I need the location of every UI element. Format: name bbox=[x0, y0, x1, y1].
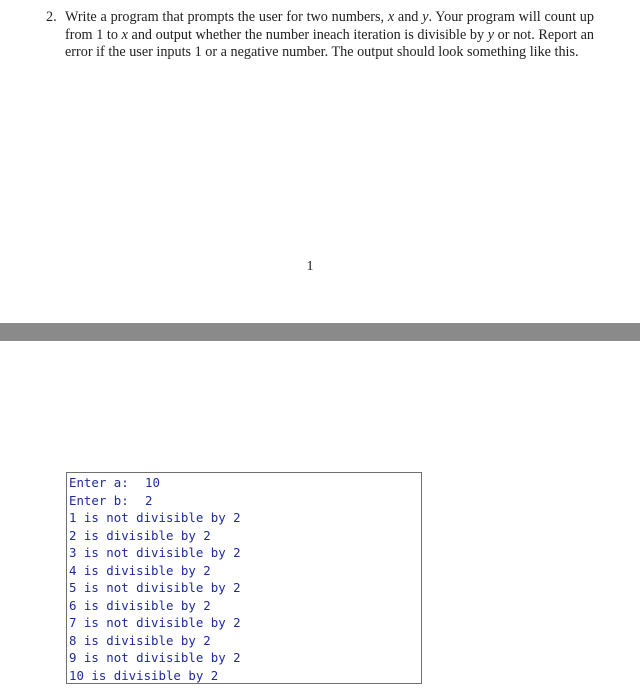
console-input-value: 2 bbox=[145, 492, 153, 508]
console-output-line: 2 is divisible by 2 bbox=[69, 527, 211, 543]
problem-statement bbox=[46, 9, 594, 62]
problem-text-segment: and output whether the number ineach iteration is divisible by bbox=[127, 26, 488, 43]
console-output-box bbox=[66, 472, 422, 684]
problem-text-segment: . Your program will count up from 1 to bbox=[65, 9, 594, 43]
console-input-value: 10 bbox=[145, 475, 160, 490]
page-number: 1 bbox=[306, 259, 314, 274]
page-separator bbox=[0, 323, 640, 341]
console-output-line: 10 is divisible by 2 bbox=[69, 667, 219, 683]
problem-number: 2. bbox=[46, 9, 57, 25]
console-output-line: 3 is not divisible by 2 bbox=[69, 545, 241, 560]
console-input-line bbox=[69, 474, 421, 492]
console-output-line: 8 is divisible by 2 bbox=[69, 632, 211, 648]
console-output-line: 9 is not divisible by 2 bbox=[69, 650, 241, 665]
console-output-line: 1 is not divisible by 2 bbox=[69, 510, 241, 525]
console-output-line: 4 is divisible by 2 bbox=[69, 562, 211, 578]
problem-text bbox=[46, 9, 594, 62]
problem-text-segment: or not. Report an error if the user inputs 1 or a negative number. The output should look something like this. bbox=[65, 26, 595, 61]
math-variable-x: x bbox=[121, 26, 128, 43]
math-variable-x: x bbox=[387, 9, 395, 25]
console-input-line bbox=[69, 492, 421, 510]
console-output-line: 7 is not divisible by 2 bbox=[69, 615, 241, 630]
document-page-1 bbox=[0, 0, 640, 323]
problem-text-segment: Write a program that prompts the user for two numbers, bbox=[65, 9, 388, 25]
math-variable-y: y bbox=[487, 26, 495, 43]
console-output-line: 6 is divisible by 2 bbox=[69, 597, 211, 613]
console-prompt: Enter b: bbox=[69, 492, 129, 508]
math-variable-y: y bbox=[422, 9, 429, 25]
console-output-line: 5 is not divisible by 2 bbox=[69, 580, 241, 595]
problem-text-segment: and bbox=[394, 9, 423, 25]
console-prompt: Enter a: bbox=[69, 475, 129, 490]
